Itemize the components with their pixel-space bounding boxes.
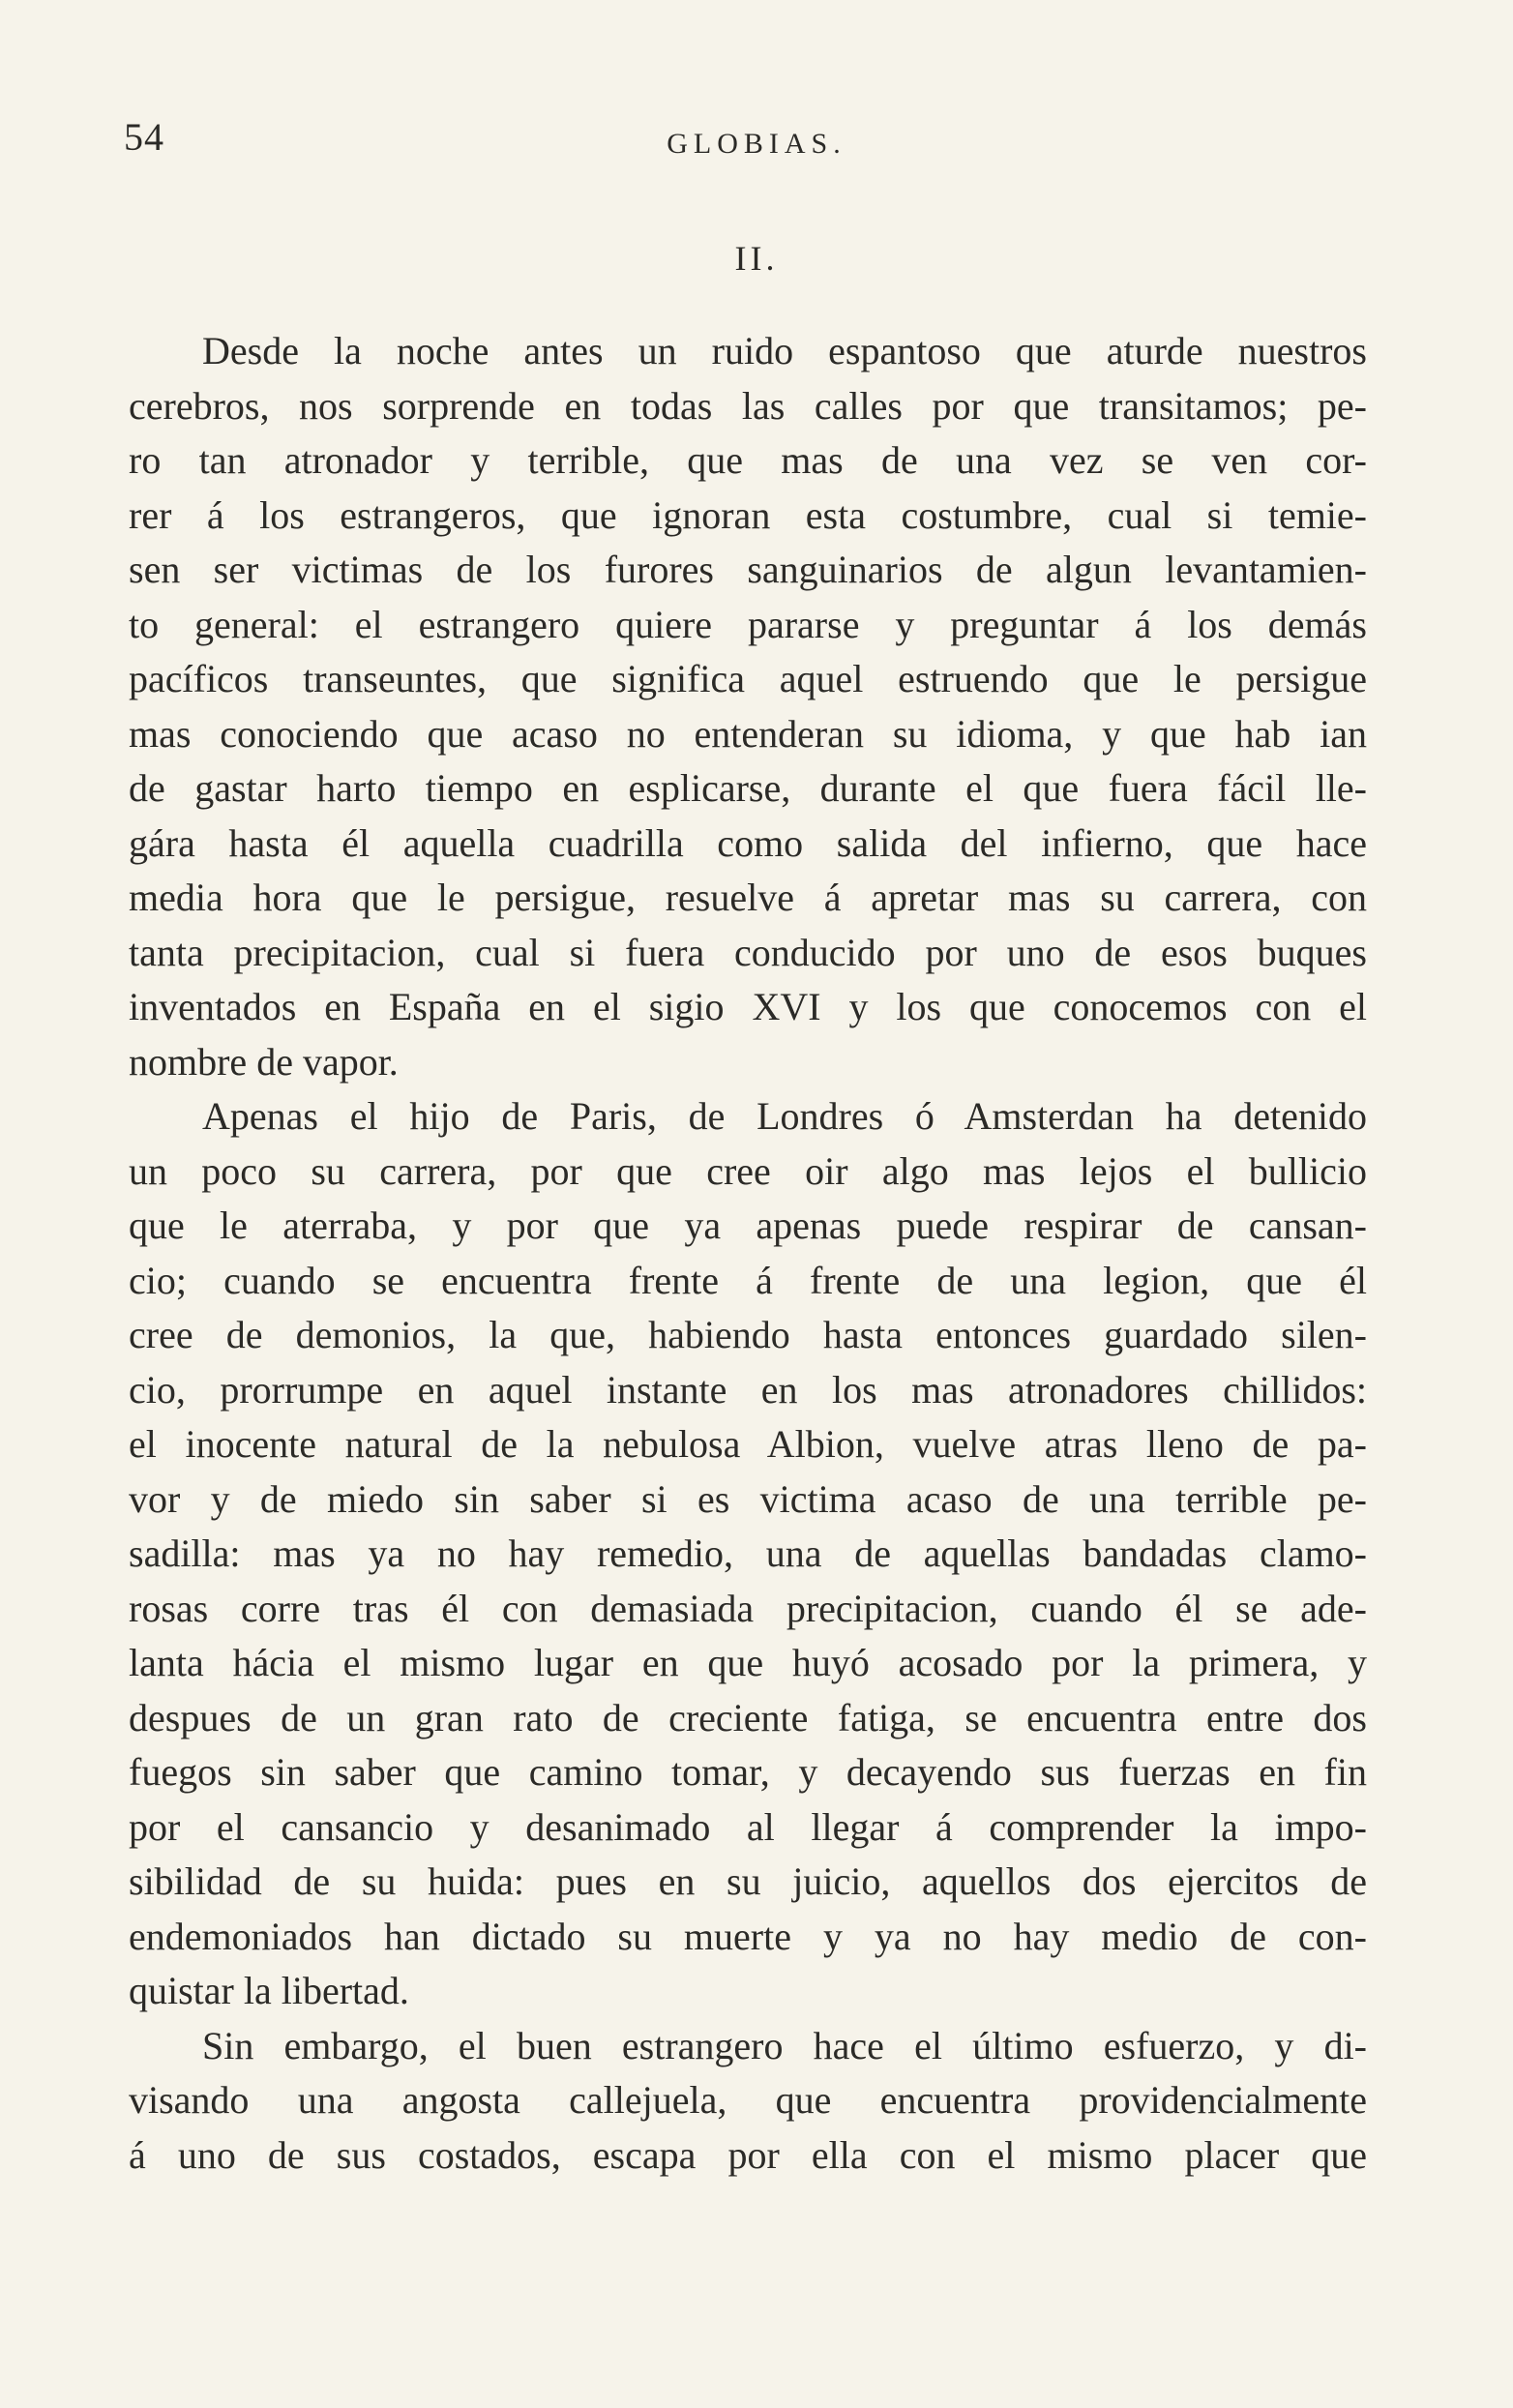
text-line: despues de un gran rato de creciente fatiga, se encuentra entre dos bbox=[129, 1695, 1367, 1739]
text-line: pacíficos transeuntes, que significa aquel estruendo que le persigue bbox=[129, 657, 1367, 700]
text-line: mas conociendo que acaso no entenderan su idioma, y que hab ian bbox=[129, 711, 1367, 756]
text-line: un poco su carrera, por que cree oir algo mas lejos el bullicio bbox=[129, 1148, 1367, 1193]
section-number: II. bbox=[734, 239, 779, 278]
text-line: gára hasta él aquella cuadrilla como salida del infierno, que hace bbox=[129, 820, 1367, 865]
text-line: endemoniados han dictado su muerte y ya no hay medio de con- bbox=[129, 1914, 1367, 1958]
text-line: Sin embargo, el buen estrangero hace el último esfuerzo, y di- bbox=[202, 2023, 1367, 2067]
text-line: nombre de vapor. bbox=[129, 1039, 399, 1084]
text-line: que le aterraba, y por que ya apenas puede respirar de cansan- bbox=[129, 1204, 1367, 1247]
text-line: to general: el estrangero quiere pararse y preguntar á los demás bbox=[129, 602, 1367, 646]
text-line: rer á los estrangeros, que ignoran esta costumbre, cual si temie- bbox=[129, 492, 1367, 537]
text-line: cree de demonios, la que, habiendo hasta entonces guardado silen- bbox=[129, 1313, 1367, 1356]
text-line: sibilidad de su huida: pues en su juicio, aquellos dos ejercitos de bbox=[129, 1859, 1367, 1903]
page-number: 54 bbox=[124, 115, 164, 159]
text-line: ro tan atronador y terrible, que mas de una vez se ven cor- bbox=[129, 438, 1367, 482]
text-line: á uno de sus costados, escapa por ella con el mismo placer que bbox=[129, 2132, 1367, 2177]
text-line: Apenas el hijo de Paris, de Londres ó Amsterdan ha detenido bbox=[202, 1094, 1367, 1138]
text-line: sadilla: mas ya no hay remedio, una de aquellas bandadas clamo- bbox=[129, 1531, 1367, 1575]
text-line: por el cansancio y desanimado al llegar á comprender la impo- bbox=[129, 1804, 1367, 1849]
text-line: fuegos sin saber que camino tomar, y decayendo sus fuerzas en fin bbox=[129, 1750, 1367, 1794]
body-text bbox=[129, 324, 1367, 2183]
text-line: cio, prorrumpe en aquel instante en los mas atronadores chillidos: bbox=[129, 1367, 1367, 1412]
text-line: cio; cuando se encuentra frente á frente de una legion, que él bbox=[129, 1258, 1367, 1302]
text-line: lanta hácia el mismo lugar en que huyó acosado por la primera, y bbox=[129, 1641, 1367, 1684]
text-line: vor y de miedo sin saber si es victima acaso de una terrible pe- bbox=[129, 1476, 1367, 1521]
text-line: tanta precipitacion, cual si fuera conducido por uno de esos buques bbox=[129, 930, 1367, 974]
text-line: quistar la libertad. bbox=[129, 1969, 409, 2012]
text-line: media hora que le persigue, resuelve á apretar mas su carrera, con bbox=[129, 876, 1367, 919]
text-line: cerebros, nos sorprende en todas las calles por que transitamos; pe- bbox=[129, 383, 1367, 428]
text-line: sen ser victimas de los furores sanguinarios de algun levantamien- bbox=[129, 548, 1367, 591]
text-line: de gastar harto tiempo en esplicarse, durante el que fuera fácil lle- bbox=[129, 766, 1367, 810]
running-head: GLOBIAS. bbox=[667, 128, 846, 160]
text-line: Desde la noche antes un ruido espantoso que aturde nuestros bbox=[202, 329, 1367, 372]
text-line: visando una angosta callejuela, que encuentra providencialmente bbox=[129, 2078, 1367, 2122]
text-line: el inocente natural de la nebulosa Albion, vuelve atras lleno de pa- bbox=[129, 1422, 1367, 1466]
text-line: inventados en España en el sigio XVI y los que conocemos con el bbox=[129, 985, 1367, 1028]
text-line: rosas corre tras él con demasiada precipitacion, cuando él se ade- bbox=[129, 1586, 1367, 1630]
